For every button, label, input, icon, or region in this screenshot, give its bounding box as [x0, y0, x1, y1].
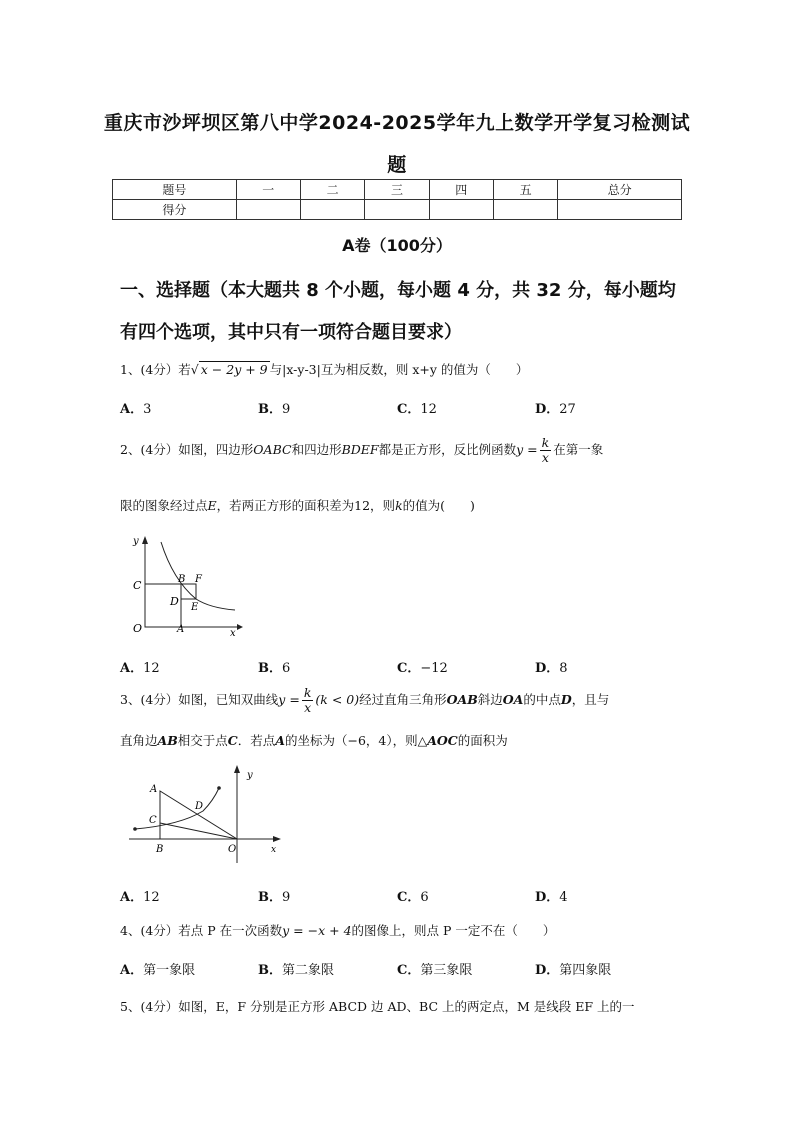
score-table	[112, 179, 682, 220]
q2-label-f: F	[195, 574, 202, 585]
q2-option-a[interactable]: A．12	[120, 661, 160, 676]
q2-label-d: D	[170, 595, 179, 608]
q4-option-a[interactable]: A．第一象限	[120, 963, 196, 978]
score-table-cell: 总分	[558, 180, 682, 200]
score-input-cell[interactable]	[300, 200, 364, 220]
q2-label-y: y	[133, 536, 139, 547]
q3-label-d: D	[195, 801, 204, 812]
q3-option-c[interactable]: C．6	[397, 890, 429, 905]
q3-label-c: C	[149, 815, 157, 826]
q2-label-o: O	[133, 622, 143, 635]
q3-segment-oc	[160, 823, 237, 839]
score-table-cell: 五	[493, 180, 557, 200]
question-5: 5、(4分）如图，E，F 分别是正方形 ABCD 边 AD、BC 上的两定点，M 是线段 EF 上的一	[120, 999, 635, 1014]
question-2-line-1: 2、(4分）如图，四边形OABC和四边形BDEF都是正方形，反比例函数y = $\frac{k}{x}$ 在第一象	[120, 435, 604, 465]
question-3-line-1: 3、(4分）如图，已知双曲线y = $\frac{k}{x}$ (k < 0)经过直角三角形OAB斜边OA的中点D，且与	[120, 685, 610, 715]
question-1: 1、(4分）若√ x − 2y + 9 与|x-y-3|互为相反数，则 x+y 的值为（ ）	[120, 362, 529, 377]
q4-option-b[interactable]: B．第二象限	[258, 963, 335, 978]
q1-prefix: 1、(4分）若	[120, 362, 191, 377]
q3-label-y: y	[247, 770, 253, 781]
q3-label-a: A	[150, 784, 158, 795]
score-table-row-label: 得分	[113, 200, 237, 220]
paper-label: A卷（100分）	[342, 236, 452, 255]
q2-label-b: B	[178, 574, 186, 585]
q2-fraction: $\frac{k}{x}$	[541, 435, 550, 465]
score-input-cell[interactable]	[365, 200, 429, 220]
score-input-cell[interactable]	[493, 200, 557, 220]
question-4: 4、(4分）若点 P 在一次函数y = −x + 4的图像上，则点 P 一定不在（ ）	[120, 923, 556, 938]
title-line-2: 题	[387, 154, 407, 176]
q2-option-c[interactable]: C．−12	[397, 661, 448, 676]
q1-option-c[interactable]: C．12	[397, 402, 437, 417]
q4-option-d[interactable]: D．第四象限	[535, 963, 612, 978]
q3-label-o: O	[228, 844, 237, 855]
q2-label-x: x	[230, 628, 236, 639]
score-table-cell: 一	[236, 180, 300, 200]
question-2-line-2: 限的图象经过点E，若两正方形的面积差为12，则k的值为( )	[120, 498, 475, 513]
q1-option-a[interactable]: A．3	[120, 402, 152, 417]
score-table-header-row	[113, 180, 682, 200]
q4-option-c[interactable]: C．第三象限	[397, 963, 473, 978]
q1-option-d[interactable]: D．27	[535, 402, 576, 417]
q3-fraction: $\frac{k}{x}$	[303, 685, 312, 715]
title-line-1: 重庆市沙坪坝区第八中学2024-2025学年九上数学开学复习检测试	[103, 112, 691, 134]
q2-oabc: OABC	[253, 442, 292, 457]
q3-option-d[interactable]: D．4	[535, 890, 568, 905]
score-table-cell: 题号	[113, 180, 237, 200]
section-1-heading-line-2: 有四个选项，其中只有一项符合题目要求）	[120, 322, 462, 343]
score-input-cell[interactable]	[558, 200, 682, 220]
score-table-cell: 二	[300, 180, 364, 200]
q1-option-b[interactable]: B．9	[258, 402, 291, 417]
q1-suffix: 与|x-y-3|互为相反数，则 x+y 的值为（ ）	[269, 362, 529, 377]
q4-function: y = −x + 4	[282, 923, 352, 938]
q2-label-a: A	[177, 624, 185, 635]
q3-hyperbola	[135, 788, 219, 829]
q2-figure	[125, 530, 245, 640]
q2-option-d[interactable]: D．8	[535, 661, 568, 676]
q3-triangle-oab	[160, 791, 237, 839]
score-table-score-row	[113, 200, 682, 220]
q3-label-x: x	[271, 845, 277, 855]
q3-option-a[interactable]: A．12	[120, 890, 160, 905]
q2-label-e: E	[191, 602, 199, 613]
q1-radical: x − 2y + 9	[200, 362, 268, 377]
score-input-cell[interactable]	[236, 200, 300, 220]
q3-figure	[125, 763, 285, 868]
q3-option-b[interactable]: B．9	[258, 890, 291, 905]
score-input-cell[interactable]	[429, 200, 493, 220]
question-3-line-2: 直角边AB相交于点C．若点A的坐标为（−6，4），则△AOC的面积为	[120, 733, 508, 748]
q2-option-b[interactable]: B．6	[258, 661, 291, 676]
score-table-cell: 四	[429, 180, 493, 200]
section-1-heading-line-1: 一、选择题（本大题共 8 个小题，每小题 4 分，共 32 分，每小题均	[120, 280, 676, 301]
q3-label-b: B	[156, 844, 164, 855]
q2-bdef: BDEF	[341, 442, 379, 457]
q2-label-c: C	[133, 579, 142, 592]
score-table-cell: 三	[365, 180, 429, 200]
